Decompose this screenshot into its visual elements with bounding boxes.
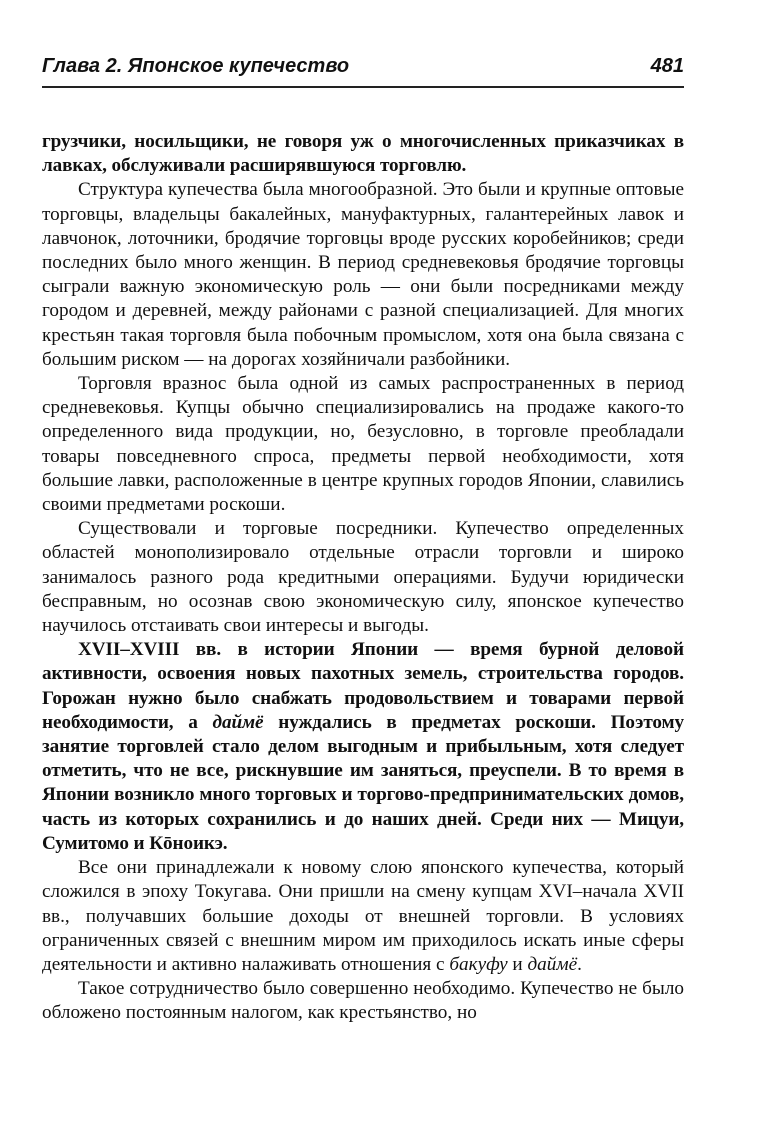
bakufu-term: бакуфу	[449, 953, 508, 975]
paragraph-5	[42, 638, 684, 856]
paragraph-3: Торговля вразнос была одной из самых распространенных в период средневековья. Купцы обычно специализировались на продаже какого-то определенного вида продукции, но, безусловно, в торговле преобладали товары повседневного спроса, предметы первой необходимости, хотя большие лавки, расположенные в центре крупных городов Японии, славились своими предметами роскоши.	[42, 373, 684, 516]
page-number: 481	[650, 55, 684, 77]
paragraph-1: грузчики, носильщики, не говоря уж о многочисленных приказчиках в лавках, обслуживали расширявшуюся торговлю.	[42, 131, 684, 177]
paragraph-5-text-a: XVII–XVIII вв. в истории Японии — время бурной деловой активности, освоения новых пахотных земель, строительства городов. Горожан нужно было снабжать продовольствием и товарами первой необходимости, а	[42, 639, 684, 733]
paragraph-7: Такое сотрудничество было совершенно необходимо. Купечество не было обложено постоянным налогом, как крестьянство, но	[42, 978, 684, 1024]
paragraph-4: Существовали и торговые посредники. Купечество определенных областей монополизировало отдельные отрасли торговли и широко занималось разного рода кредитными операциями. Будучи юридически бесправным, но осознав свою экономическую силу, японское купечество научилось отстаивать свои интересы и выгоды.	[42, 518, 684, 637]
paragraph-6-conj: и	[507, 953, 528, 975]
book-page	[42, 52, 684, 1142]
daime-term-2: даймё	[527, 953, 578, 975]
paragraph-6	[42, 856, 684, 977]
body-text	[42, 130, 684, 1026]
paragraph-6-text-a: Все они принадлежали к новому слою японского купечества, который сложился в эпоху Токугава. Они пришли на смену купцам XVI–начала XVII вв., получавших большие доходы от внешней торговли. В условиях ограниченных связей с внешним миром им приходилось искать иные сферы деятельности и активно налаживать отношения с	[42, 857, 684, 975]
running-head	[42, 52, 684, 88]
chapter-title: Глава 2. Японское купечество	[42, 55, 350, 77]
paragraph-6-end: .	[577, 953, 582, 975]
paragraph-5-text-b: нуждались в предметах роскоши. Поэтому занятие торговлей стало делом выгодным и прибыльным, хотя следует отметить, что не все, рискнувшие им заняться, преуспели. В то время в Японии возникло много торговых и торгово-предпринимательских домов, часть из которых сохранились и до наших дней. Среди них — Мицуи, Сумитомо и Кōноикэ.	[42, 711, 684, 854]
paragraph-2: Структура купечества была многообразной. Это были и крупные оптовые торговцы, владельцы бакалейных, мануфактурных, галантерейных лавок и лавчонок, лоточники, бродячие торговцы вроде русских коробейников; среди последних было много женщин. В период средневековья бродячие торговцы сыграли важную экономическую роль — они были посредниками между городом и деревней, между районами с разной специализацией. Для многих крестьян такая торговля была побочным промыслом, хотя она была связана с большим риском — на дорогах хозяйничали разбойники.	[42, 179, 684, 370]
daime-term: даймё	[212, 711, 264, 733]
